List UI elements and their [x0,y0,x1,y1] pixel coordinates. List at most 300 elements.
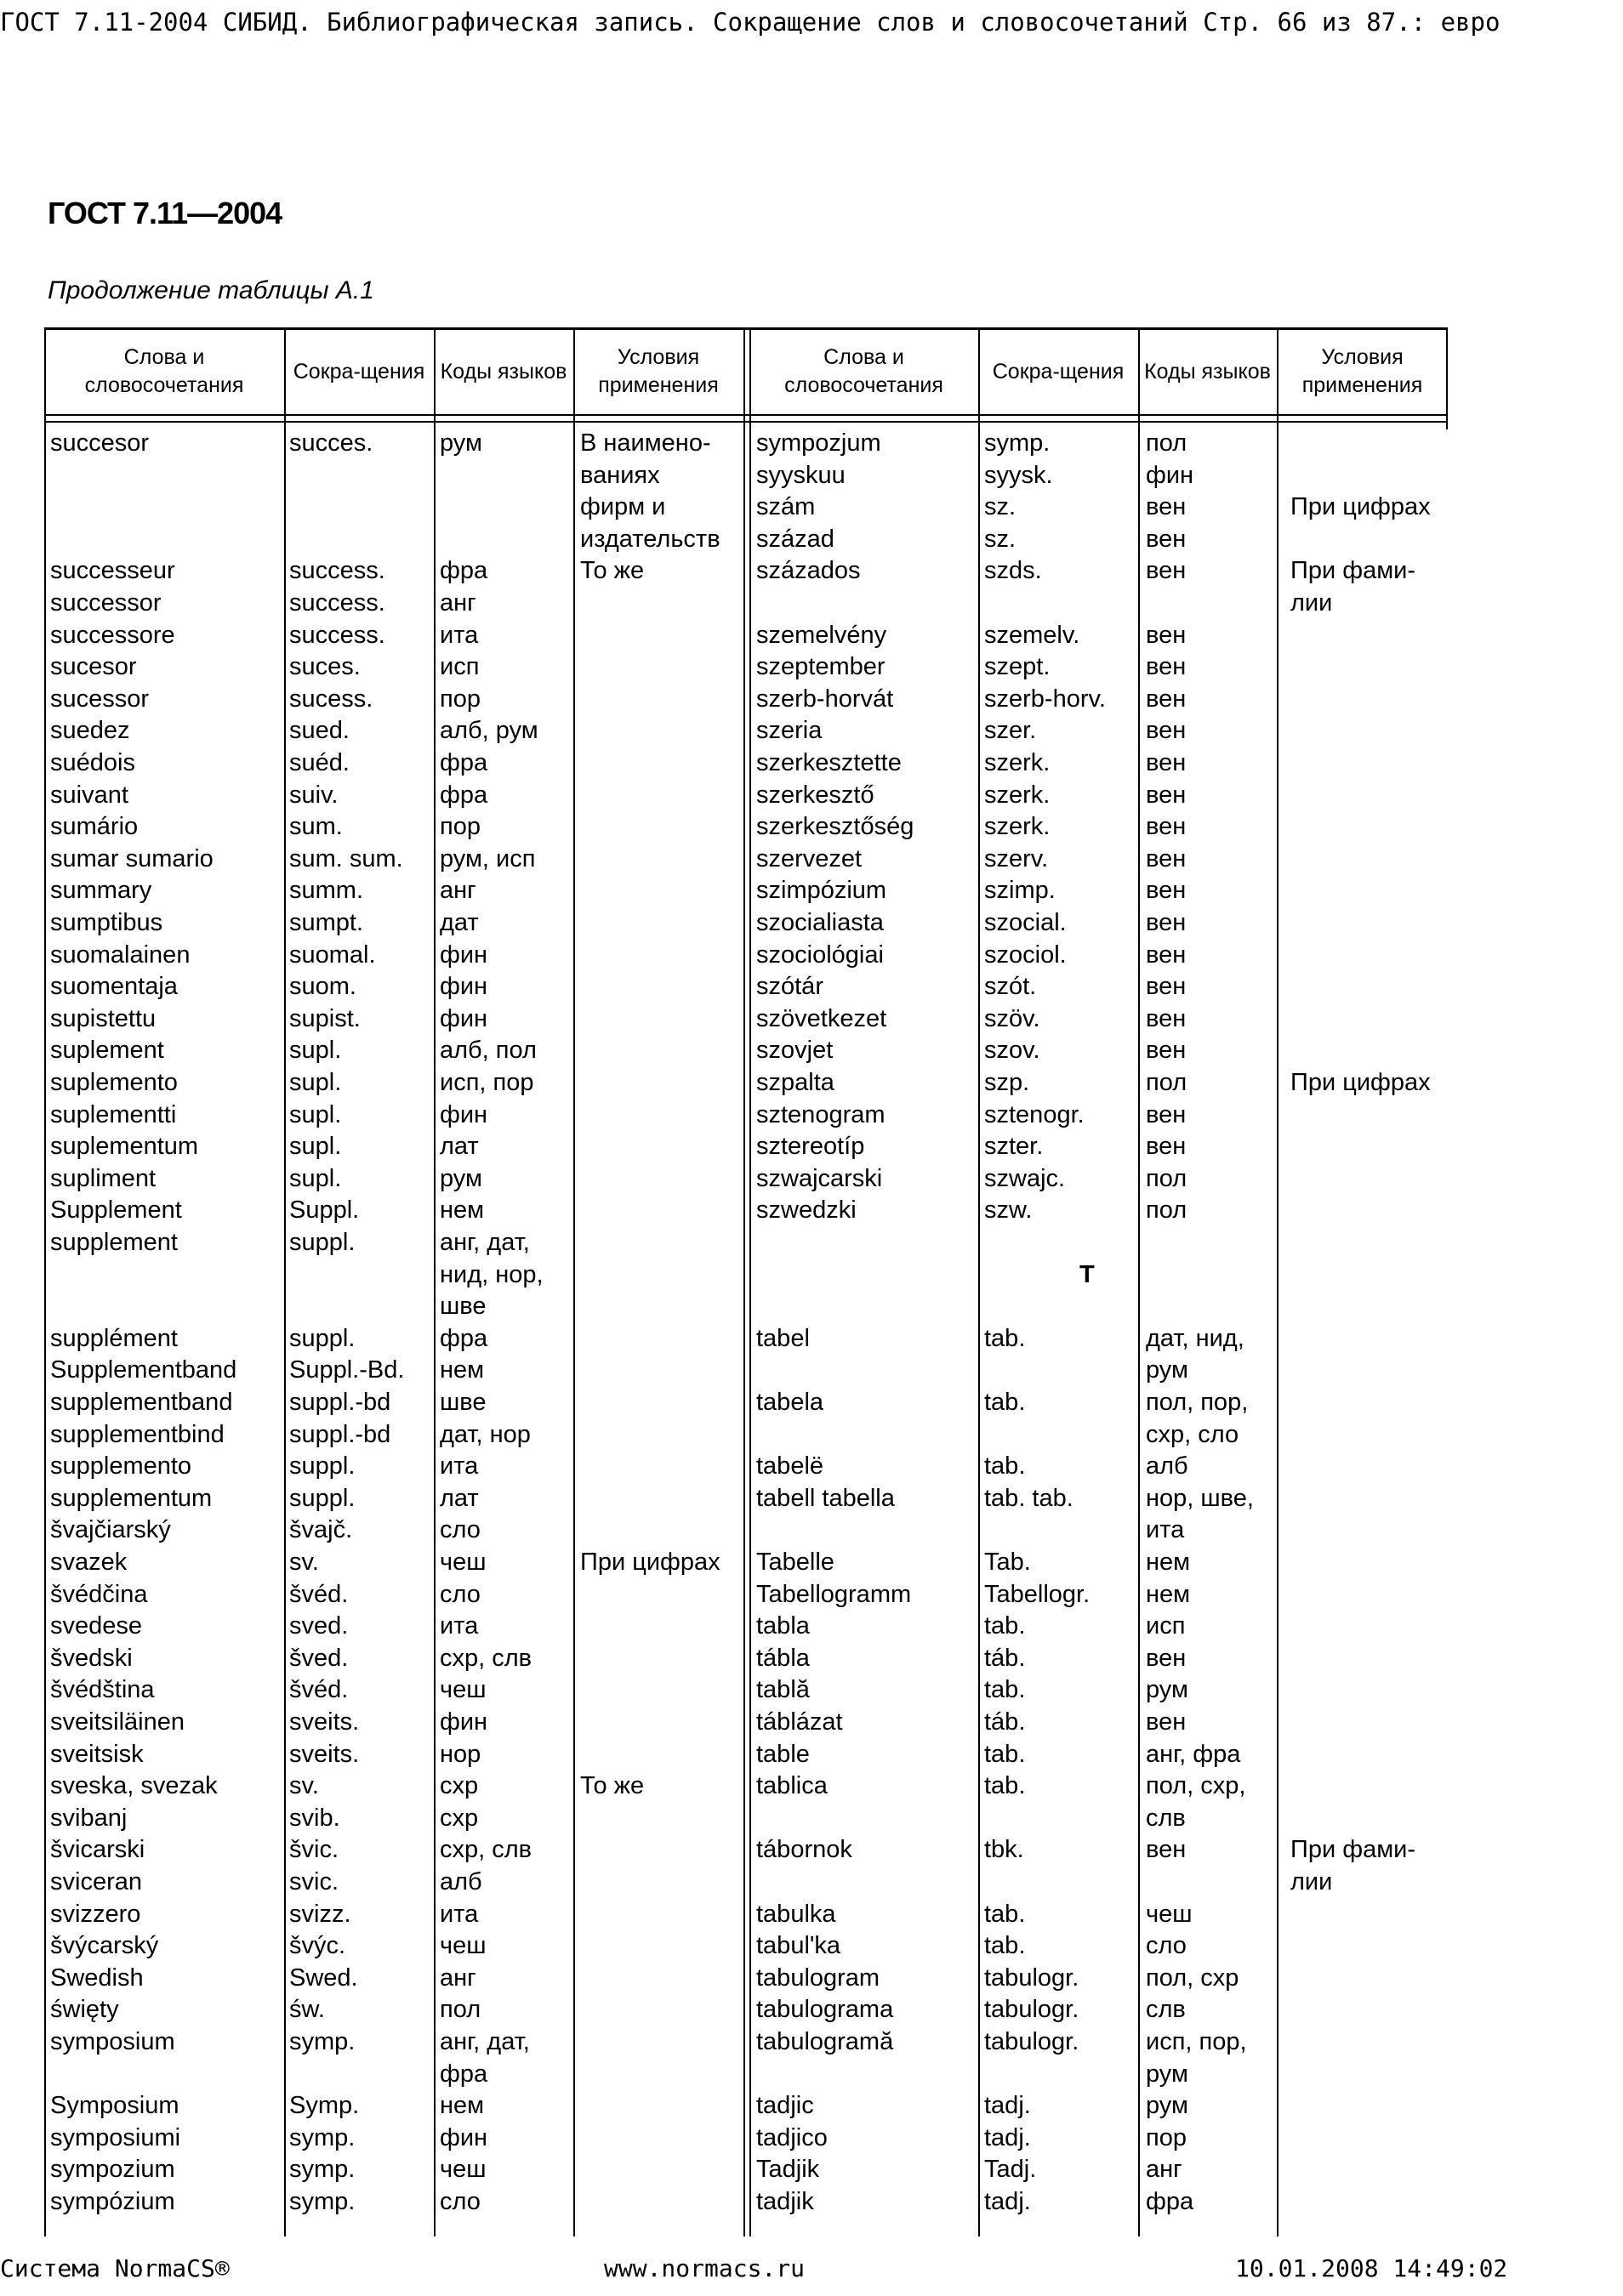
codes-right: вен [1146,525,1187,553]
word-left: successore [50,621,175,649]
word-left: svibanj [50,1804,128,1832]
word-right: szótár [756,973,823,1001]
word-left: symposiumi [50,2123,181,2151]
abbr-left: sum. sum. [289,844,403,872]
table-row [44,2123,1448,2155]
word-left: svedese [50,1612,143,1640]
abbr-right: szerk. [984,813,1051,841]
abbr-left: sum. [289,813,343,841]
codes-left: лат [440,1484,479,1512]
table-row [44,715,1448,747]
abbr-left: supist. [289,1004,361,1032]
header-abbr-left: Сокра-щения [293,359,425,384]
abbr-left: sv. [289,1549,319,1576]
codes-left: исп [440,653,480,681]
abbr-left: summ. [289,877,363,905]
abbr-left: sued. [289,717,350,745]
codes-right: чеш [1146,1900,1193,1928]
word-left: supplément [50,1324,178,1352]
codes-left: фра [440,557,488,585]
abbr-right: szerk. [984,781,1051,809]
abbr-left: švéd. [289,1580,349,1608]
word-right: tabulograma [756,1996,894,2024]
codes-left: схр, слв [440,1644,532,1672]
table-row [44,620,1448,652]
abbr-right: Tab. [984,1549,1031,1576]
abbr-right: tab. [984,1740,1026,1768]
codes-left: нем [440,2092,485,2120]
codes-left: алб, рум [440,717,538,745]
codes-right: рум [1146,2060,1188,2088]
word-left: švédština [50,1676,155,1704]
codes-left: нид, нор, [440,1260,544,1288]
codes-left: рум [440,429,482,457]
codes-left: сло [440,2188,481,2215]
word-right: szerkesztő [756,781,874,809]
codes-right: ита [1146,1516,1185,1544]
table-row [44,1803,1448,1835]
footer-url[interactable]: www.normacs.ru [604,2254,806,2282]
conditions-left: ваниях [580,461,660,489]
codes-left: фра [440,749,488,776]
codes-left: схр, слв [440,1836,532,1864]
codes-left: анг [440,877,476,905]
table-row [44,1579,1448,1611]
abbr-right: tab. [984,1324,1026,1352]
word-left: supistettu [50,1004,157,1032]
word-left: sympozium [50,2156,175,2184]
word-left: sucesor [50,653,137,681]
table-row [44,1451,1448,1483]
table-row [44,1100,1448,1132]
codes-left: нем [440,1356,485,1384]
codes-left: чеш [440,1549,487,1576]
table-row [44,907,1448,940]
table-row [44,1067,1448,1100]
abbr-left: supl. [289,1164,342,1192]
codes-left: алб, пол [440,1037,537,1065]
abbr-right: szöv. [984,1004,1040,1032]
abbreviation-table [44,327,1448,2236]
table-row [44,1643,1448,1675]
word-left: Supplementband [50,1356,237,1384]
abbr-right: tab. [984,1612,1026,1640]
abbr-left: sv. [289,1772,319,1800]
abbr-left: symp. [289,2156,356,2184]
table-row [44,651,1448,684]
conditions-right: При фами- [1290,1836,1416,1864]
codes-left: фин [440,2123,488,2151]
word-right: tabul'ka [756,1932,841,1960]
word-right: tabulogram [756,1964,880,1992]
table-row [44,588,1448,620]
table-row [44,1387,1448,1419]
codes-left: фра [440,1324,488,1352]
codes-right: пол, пор, [1146,1389,1249,1416]
codes-right: вен [1146,813,1187,841]
abbr-right: szerk. [984,749,1051,776]
abbr-left: success. [289,557,385,585]
word-left: Swedish [50,1964,144,1992]
abbr-left: suppl. [289,1452,356,1480]
table-row [44,1515,1448,1547]
abbr-right: tadj. [984,2188,1031,2215]
abbr-right: tabulogr. [984,1996,1079,2024]
word-right: szovjet [756,1037,834,1065]
codes-left: дат [440,909,479,936]
table-row [44,460,1448,492]
word-right: szimpózium [756,877,887,905]
table-row [44,1770,1448,1803]
word-left: succesor [50,429,150,457]
codes-right: сло [1146,1932,1187,1960]
word-right: szocialiasta [756,909,884,936]
table-row [44,1611,1448,1643]
word-right: szerkesztőség [756,813,914,841]
codes-right: рум [1146,2092,1188,2120]
codes-left: рум, исп [440,844,536,872]
abbr-right: szept. [984,653,1051,681]
word-right: szemelvény [756,621,887,649]
word-left: suplemento [50,1069,178,1096]
codes-right: исп [1146,1612,1186,1640]
abbr-left: suppl. [289,1484,356,1512]
abbr-right: tab. [984,1389,1026,1416]
codes-right: пол, схр, [1146,1772,1246,1800]
table-row [44,1195,1448,1227]
conditions-right: При фами- [1290,557,1416,585]
abbr-right: szerv. [984,844,1049,872]
table-row [44,428,1448,460]
abbr-right: szemelv. [984,621,1080,649]
word-left: Symposium [50,2092,179,2120]
abbr-right: tab. [984,1772,1026,1800]
abbr-left: suppl. [289,1324,356,1352]
word-right: század [756,525,834,553]
word-right: tabulogramă [756,2028,894,2055]
table-row [44,2059,1448,2091]
word-right: tabelë [756,1452,824,1480]
word-right: szociológiai [756,941,884,969]
codes-right: вен [1146,685,1187,713]
word-left: sumptibus [50,909,163,936]
word-right: szervezet [756,844,863,872]
word-left: švicarski [50,1836,145,1864]
word-left: sucessor [50,685,150,713]
abbr-right: syysk. [984,461,1053,489]
codes-left: анг, дат, [440,2028,530,2055]
abbr-right: táb. [984,1708,1026,1736]
codes-left: ита [440,1452,479,1480]
abbr-left: suomal. [289,941,376,969]
codes-right: нем [1146,1549,1191,1576]
abbr-right: tab. [984,1932,1026,1960]
abbr-left: suppl.-bd [289,1389,391,1416]
abbr-left: švic. [289,1836,339,1864]
abbr-left: svic. [289,1868,339,1895]
word-left: supliment [50,1164,157,1192]
word-right: syyskuu [756,461,846,489]
codes-left: фин [440,1708,488,1736]
codes-left: чеш [440,2156,487,2184]
codes-right: слв [1146,1996,1186,2024]
word-right: szövetkezet [756,1004,887,1032]
abbr-left: supl. [289,1100,342,1128]
table-row [44,1834,1448,1867]
table-row [44,1035,1448,1067]
abbr-right: szerb-horv. [984,685,1106,713]
codes-left: фра [440,781,488,809]
table-row [44,940,1448,972]
abbr-left: suom. [289,973,356,1001]
codes-right: вен [1146,1100,1187,1128]
codes-left: шве [440,1293,487,1321]
section-letter: T [1079,1260,1095,1288]
word-right: tadjic [756,2092,814,2120]
codes-right: исп, пор, [1146,2028,1247,2055]
table-row [44,1963,1448,1995]
table-row [44,1323,1448,1355]
abbr-left: succes. [289,429,373,457]
word-left: suplementum [50,1133,199,1161]
table-row [44,1867,1448,1899]
abbr-left: švajč. [289,1516,353,1544]
table-row [44,1163,1448,1196]
codes-right: фра [1146,2188,1194,2215]
word-left: švýcarský [50,1932,159,1960]
abbr-left: sucess. [289,685,373,713]
abbr-right: tabulogr. [984,1964,1079,1992]
table-row [44,492,1448,524]
abbr-left: svizz. [289,1900,351,1928]
word-right: tabulka [756,1900,836,1928]
abbr-right: Tabellogr. [984,1580,1091,1608]
abbr-left: sved. [289,1612,349,1640]
conditions-right: лии [1290,589,1333,617]
word-right: szpalta [756,1069,834,1096]
table-row [44,2186,1448,2219]
word-right: tadjik [756,2188,814,2215]
codes-left: ита [440,621,479,649]
table-row [44,844,1448,876]
word-right: tábla [756,1644,810,1672]
codes-right: пол, схр [1146,1964,1239,1992]
word-left: sympózium [50,2188,175,2215]
codes-right: рум [1146,1676,1188,1704]
codes-right: вен [1146,1037,1187,1065]
word-right: Tabellogramm [756,1580,912,1608]
table-row [44,1707,1448,1739]
abbr-right: táb. [984,1644,1026,1672]
conditions-left: То же [580,1772,645,1800]
codes-left: сло [440,1580,481,1608]
conditions-left: То же [580,557,645,585]
codes-left: сло [440,1516,481,1544]
table-row [44,684,1448,716]
abbr-right: szót. [984,973,1037,1001]
abbr-right: symp. [984,429,1051,457]
codes-right: вен [1146,909,1187,936]
codes-right: алб [1146,1452,1188,1480]
table-row [44,2090,1448,2123]
codes-right: слв [1146,1804,1186,1832]
abbr-left: Swed. [289,1964,358,1992]
codes-right: вен [1146,717,1187,745]
abbr-left: success. [289,589,385,617]
codes-right: нем [1146,1580,1191,1608]
word-left: suplement [50,1037,164,1065]
abbr-left: sumpt. [289,909,364,936]
codes-right: дат, нид, [1146,1324,1244,1352]
codes-left: анг, дат, [440,1229,530,1256]
codes-right: вен [1146,749,1187,776]
header-words-right: Слова и словосочетания [784,345,943,397]
conditions-right: лии [1290,1868,1333,1895]
word-right: szeria [756,717,823,745]
codes-left: фин [440,1100,488,1128]
codes-right: нор, шве, [1146,1484,1254,1512]
word-right: szám [756,493,816,521]
document-title: ГОСТ 7.11—2004 [48,196,282,230]
abbr-right: tab. tab. [984,1484,1073,1512]
table-row [44,1739,1448,1771]
codes-left: чеш [440,1676,487,1704]
word-left: švédčina [50,1580,148,1608]
table-row [44,1674,1448,1707]
codes-right: пол [1146,429,1187,457]
codes-right: вен [1146,557,1187,585]
word-left: sveitsiläinen [50,1708,185,1736]
abbr-right: szimp. [984,877,1056,905]
codes-left: нем [440,1196,485,1225]
word-right: tábornok [756,1836,852,1864]
table-caption: Продолжение таблицы А.1 [48,276,374,304]
codes-left: фра [440,2060,488,2088]
table-row [44,971,1448,1003]
table-row [44,524,1448,556]
codes-right: пол [1146,1164,1187,1192]
abbr-right: szds. [984,557,1042,585]
abbr-left: šved. [289,1644,349,1672]
abbr-left: Suppl. [289,1196,360,1225]
abbr-left: supl. [289,1069,342,1096]
word-left: svazek [50,1549,128,1576]
codes-right: вен [1146,621,1187,649]
codes-left: пол [440,1996,481,2024]
footer-system: Система NormaCS® [0,2254,230,2282]
abbr-right: sz. [984,493,1017,521]
table-row [44,1291,1448,1323]
codes-right: вен [1146,941,1187,969]
codes-left: анг [440,1964,476,1992]
table-row [44,1547,1448,1579]
footer-timestamp: 10.01.2008 14:49:02 [1235,2254,1508,2282]
table-row [44,2154,1448,2186]
codes-right: рум [1146,1356,1188,1384]
abbr-left: Symp. [289,2092,360,2120]
header-words-left: Слова и словосочетания [84,345,244,397]
word-left: successeur [50,557,175,585]
abbr-left: symp. [289,2188,356,2215]
table-row [44,2026,1448,2059]
abbr-left: švýc. [289,1932,346,1960]
abbr-right: tbk. [984,1836,1024,1864]
header-conditions-right: Условия применения [1301,345,1423,397]
table-row [44,1930,1448,1963]
abbr-left: success. [289,621,385,649]
codes-right: вен [1146,1644,1187,1672]
word-right: tabel [756,1324,810,1352]
word-left: švajčiarský [50,1516,171,1544]
word-left: sveitsisk [50,1740,144,1768]
word-right: sztenogram [756,1100,886,1128]
abbr-right: szociol. [984,941,1067,969]
conditions-right: При цифрах [1290,1069,1431,1096]
codes-right: вен [1146,1133,1187,1161]
word-left: sveska, svezak [50,1772,218,1800]
abbr-right: tadj. [984,2092,1031,2120]
word-right: szeptember [756,653,886,681]
abbr-left: švéd. [289,1676,349,1704]
abbr-left: svib. [289,1804,340,1832]
header-conditions-left: Условия применения [598,345,719,397]
abbr-right: tab. [984,1452,1026,1480]
word-left: supplemento [50,1452,192,1480]
codes-right: вен [1146,973,1187,1001]
codes-right: анг [1146,2156,1182,2184]
word-left: summary [50,877,152,905]
codes-right: вен [1146,1836,1187,1864]
table-row [44,1131,1448,1163]
abbr-left: symp. [289,2123,356,2151]
word-right: Tadjik [756,2156,820,2184]
header-codes-right: Коды языков [1144,359,1271,384]
word-right: táblázat [756,1708,843,1736]
abbr-right: szw. [984,1196,1033,1225]
word-right: tablica [756,1772,828,1800]
codes-left: пор [440,813,481,841]
word-right: table [756,1740,810,1768]
abbr-right: sztenogr. [984,1100,1085,1128]
word-right: tabell tabella [756,1484,895,1512]
codes-right: фин [1146,461,1194,489]
abbr-left: sveits. [289,1708,360,1736]
codes-left: исп, пор [440,1069,534,1096]
codes-right: вен [1146,1004,1187,1032]
abbr-right: szp. [984,1069,1030,1096]
word-left: svizzero [50,1900,141,1928]
conditions-left: При цифрах [580,1549,720,1576]
abbr-right: szocial. [984,909,1067,936]
word-left: supplement [50,1229,178,1256]
word-left: supplementband [50,1389,233,1416]
word-left: symposium [50,2028,175,2055]
abbr-right: szer. [984,717,1037,745]
table-row [44,1355,1448,1387]
codes-left: лат [440,1133,479,1161]
header-codes-left: Коды языков [440,359,567,384]
codes-right: вен [1146,493,1187,521]
table-header [44,327,1448,416]
table-row [44,555,1448,588]
abbr-left: sveits. [289,1740,360,1768]
word-left: suedez [50,717,130,745]
codes-right: вен [1146,653,1187,681]
word-right: szerkesztette [756,749,902,776]
word-right: sympozjum [756,429,881,457]
abbr-left: supl. [289,1133,342,1161]
conditions-left: фирм и [580,493,666,521]
